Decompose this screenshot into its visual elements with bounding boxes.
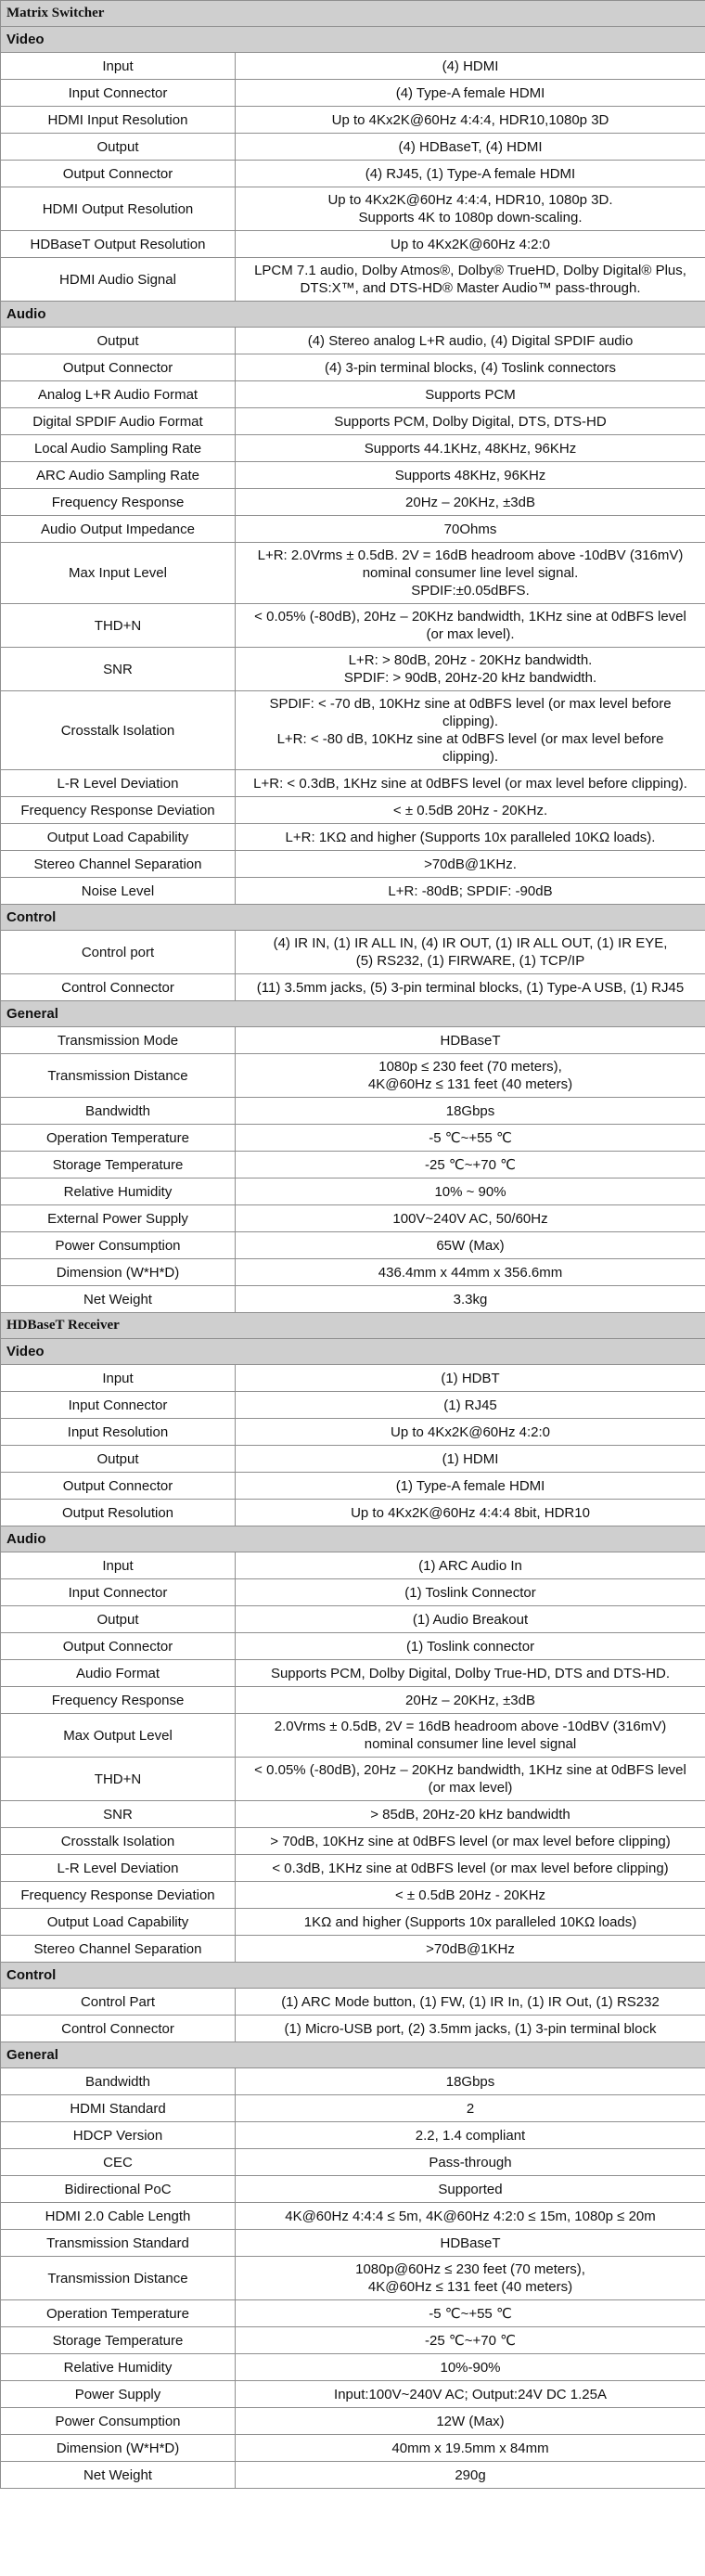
table-row [1,161,705,187]
table-row [1,2068,705,2095]
section-header-row [1,905,705,931]
table-row [1,1259,705,1286]
spec-label: HDMI Audio Signal [1,258,236,302]
table-row [1,1054,705,1098]
spec-label: Transmission Distance [1,1054,236,1098]
spec-value: Supported [236,2176,705,2203]
spec-value: 10% ~ 90% [236,1179,705,1205]
spec-value: >70dB@1KHz [236,1936,705,1963]
spec-label: HDBaseT Output Resolution [1,231,236,258]
spec-label: SNR [1,1801,236,1828]
product-title-row [1,1,705,27]
table-row [1,2149,705,2176]
section-heading: General [1,2042,705,2068]
table-row [1,1125,705,1152]
spec-label: Net Weight [1,1286,236,1313]
spec-value: 4K@60Hz 4:4:4 ≤ 5m, 4K@60Hz 4:2:0 ≤ 15m, 1080p ≤ 20m [236,2203,705,2230]
spec-value: (1) Toslink Connector [236,1579,705,1606]
spec-label: Relative Humidity [1,2354,236,2381]
spec-label: Net Weight [1,2462,236,2489]
table-row [1,1286,705,1313]
spec-value: (1) Audio Breakout [236,1606,705,1633]
table-row [1,516,705,543]
table-row [1,2327,705,2354]
table-row [1,408,705,435]
spec-value: 40mm x 19.5mm x 84mm [236,2435,705,2462]
spec-label: Relative Humidity [1,1179,236,1205]
table-row [1,2354,705,2381]
spec-value: (4) HDMI [236,53,705,80]
table-row [1,1205,705,1232]
spec-label: Frequency Response [1,489,236,516]
spec-label: Output Connector [1,1473,236,1500]
table-row [1,1552,705,1579]
table-row [1,543,705,604]
table-row [1,2435,705,2462]
table-row [1,1179,705,1205]
spec-value: LPCM 7.1 audio, Dolby Atmos®, Dolby® TrueHD, Dolby Digital® Plus, DTS:X™, and DTS-HD® Master Audio™ pass-through. [236,258,705,302]
spec-label: Crosstalk Isolation [1,1828,236,1855]
product-title: HDBaseT Receiver [1,1313,705,1339]
section-heading: Video [1,27,705,53]
spec-value: 70Ohms [236,516,705,543]
table-row [1,134,705,161]
spec-label: Transmission Standard [1,2230,236,2257]
product-title: Matrix Switcher [1,1,705,27]
table-row [1,851,705,878]
spec-label: Power Supply [1,2381,236,2408]
spec-label: Power Consumption [1,1232,236,1259]
table-row [1,1855,705,1882]
table-row [1,2381,705,2408]
spec-value: 1080p@60Hz ≤ 230 feet (70 meters), 4K@60Hz ≤ 131 feet (40 meters) [236,2257,705,2300]
spec-value: 10%-90% [236,2354,705,2381]
spec-value: 100V~240V AC, 50/60Hz [236,1205,705,1232]
section-header-row [1,1526,705,1552]
spec-label: Power Consumption [1,2408,236,2435]
spec-value: < ± 0.5dB 20Hz - 20KHz [236,1882,705,1909]
spec-value: HDBaseT [236,1027,705,1054]
spec-label: Control Part [1,1989,236,2016]
table-row [1,770,705,797]
table-row [1,604,705,648]
spec-value: 18Gbps [236,1098,705,1125]
section-heading: Control [1,1963,705,1989]
spec-value: SPDIF: < -70 dB, 10KHz sine at 0dBFS level (or max level before clipping). L+R: < -80 dB, 10KHz sine at 0dBFS level (or max level before clipping). [236,691,705,770]
spec-label: Analog L+R Audio Format [1,381,236,408]
table-row [1,1714,705,1758]
spec-value: (1) ARC Audio In [236,1552,705,1579]
section-header-row [1,27,705,53]
spec-label: ARC Audio Sampling Rate [1,462,236,489]
spec-value: (4) HDBaseT, (4) HDMI [236,134,705,161]
spec-value: Up to 4Kx2K@60Hz 4:4:4 8bit, HDR10 [236,1500,705,1526]
spec-value: > 85dB, 20Hz-20 kHz bandwidth [236,1801,705,1828]
section-heading: Video [1,1339,705,1365]
spec-label: Bidirectional PoC [1,2176,236,2203]
section-heading: Audio [1,1526,705,1552]
table-row [1,1936,705,1963]
spec-value: Supports 44.1KHz, 48KHz, 96KHz [236,435,705,462]
table-row [1,1365,705,1392]
table-row [1,2016,705,2042]
spec-label: Max Input Level [1,543,236,604]
spec-value: 1080p ≤ 230 feet (70 meters), 4K@60Hz ≤ 131 feet (40 meters) [236,1054,705,1098]
spec-value: 436.4mm x 44mm x 356.6mm [236,1259,705,1286]
spec-value: > 70dB, 10KHz sine at 0dBFS level (or max level before clipping) [236,1828,705,1855]
spec-label: Frequency Response [1,1687,236,1714]
spec-value: < ± 0.5dB 20Hz - 20KHz. [236,797,705,824]
spec-value: Up to 4Kx2K@60Hz 4:4:4, HDR10, 1080p 3D. Supports 4K to 1080p down-scaling. [236,187,705,231]
spec-value: L+R: > 80dB, 20Hz - 20KHz bandwidth. SPDIF: > 90dB, 20Hz-20 kHz bandwidth. [236,648,705,691]
table-row [1,1989,705,2016]
table-row [1,1660,705,1687]
spec-label: Output Connector [1,1633,236,1660]
spec-label: Output Load Capability [1,824,236,851]
table-row [1,2095,705,2122]
spec-value: 12W (Max) [236,2408,705,2435]
table-row [1,2176,705,2203]
table-row [1,2257,705,2300]
spec-label: Audio Output Impedance [1,516,236,543]
spec-label: HDMI Standard [1,2095,236,2122]
table-row [1,107,705,134]
table-row [1,231,705,258]
table-row [1,878,705,905]
spec-value: 65W (Max) [236,1232,705,1259]
table-row [1,1909,705,1936]
spec-label: Input Connector [1,80,236,107]
spec-label: Transmission Mode [1,1027,236,1054]
spec-label: Operation Temperature [1,2300,236,2327]
spec-label: Output Load Capability [1,1909,236,1936]
spec-value: Supports PCM, Dolby Digital, DTS, DTS-HD [236,408,705,435]
spec-label: Stereo Channel Separation [1,1936,236,1963]
spec-value: -25 ℃~+70 ℃ [236,1152,705,1179]
spec-label: HDMI Input Resolution [1,107,236,134]
spec-value: (1) RJ45 [236,1392,705,1419]
spec-value: (4) IR IN, (1) IR ALL IN, (4) IR OUT, (1) IR ALL OUT, (1) IR EYE, (5) RS232, (1) FIRWARE, (1) TCP/IP [236,931,705,974]
spec-label: Dimension (W*H*D) [1,2435,236,2462]
spec-label: Input [1,1365,236,1392]
spec-label: SNR [1,648,236,691]
spec-value: 2 [236,2095,705,2122]
table-row [1,53,705,80]
spec-value: 2.2, 1.4 compliant [236,2122,705,2149]
spec-label: Storage Temperature [1,1152,236,1179]
spec-label: Max Output Level [1,1714,236,1758]
table-row [1,80,705,107]
spec-value: Up to 4Kx2K@60Hz 4:2:0 [236,1419,705,1446]
spec-label: HDMI 2.0 Cable Length [1,2203,236,2230]
table-row [1,1579,705,1606]
spec-value: (4) Type-A female HDMI [236,80,705,107]
spec-label: HDCP Version [1,2122,236,2149]
spec-value: Supports 48KHz, 96KHz [236,462,705,489]
spec-value: (1) Toslink connector [236,1633,705,1660]
spec-value: (1) Type-A female HDMI [236,1473,705,1500]
spec-value: (4) Stereo analog L+R audio, (4) Digital SPDIF audio [236,328,705,354]
spec-label: Operation Temperature [1,1125,236,1152]
table-row [1,1758,705,1801]
spec-label: Local Audio Sampling Rate [1,435,236,462]
table-row [1,354,705,381]
table-row [1,1473,705,1500]
spec-value: (1) HDMI [236,1446,705,1473]
spec-value: (11) 3.5mm jacks, (5) 3-pin terminal blocks, (1) Type-A USB, (1) RJ45 [236,974,705,1001]
spec-label: Transmission Distance [1,2257,236,2300]
table-row [1,1027,705,1054]
table-row [1,187,705,231]
spec-value: < 0.05% (-80dB), 20Hz – 20KHz bandwidth, 1KHz sine at 0dBFS level (or max level) [236,1758,705,1801]
table-row [1,462,705,489]
table-row [1,2203,705,2230]
spec-value: Input:100V~240V AC; Output:24V DC 1.25A [236,2381,705,2408]
spec-table-body [1,1,705,2489]
spec-label: Crosstalk Isolation [1,691,236,770]
spec-label: Dimension (W*H*D) [1,1259,236,1286]
spec-label: Storage Temperature [1,2327,236,2354]
table-row [1,1633,705,1660]
spec-value: 2.0Vrms ± 0.5dB, 2V = 16dB headroom above -10dBV (316mV) nominal consumer line level signal [236,1714,705,1758]
table-row [1,931,705,974]
spec-label: Bandwidth [1,1098,236,1125]
spec-value: (1) HDBT [236,1365,705,1392]
table-row [1,435,705,462]
spec-label: Audio Format [1,1660,236,1687]
spec-value: L+R: -80dB; SPDIF: -90dB [236,878,705,905]
table-row [1,974,705,1001]
spec-value: 1KΩ and higher (Supports 10x paralleled 10KΩ loads) [236,1909,705,1936]
table-row [1,489,705,516]
table-row [1,1446,705,1473]
spec-label: THD+N [1,1758,236,1801]
table-row [1,2300,705,2327]
spec-label: Input Connector [1,1579,236,1606]
spec-label: Digital SPDIF Audio Format [1,408,236,435]
section-heading: Control [1,905,705,931]
table-row [1,1098,705,1125]
spec-value: (1) ARC Mode button, (1) FW, (1) IR In, (1) IR Out, (1) RS232 [236,1989,705,2016]
table-row [1,2408,705,2435]
spec-label: L-R Level Deviation [1,1855,236,1882]
spec-label: Output Resolution [1,1500,236,1526]
spec-label: Output [1,328,236,354]
spec-value: Up to 4Kx2K@60Hz 4:4:4, HDR10,1080p 3D [236,107,705,134]
spec-label: Output [1,134,236,161]
spec-label: Input [1,53,236,80]
spec-value: < 0.05% (-80dB), 20Hz – 20KHz bandwidth, 1KHz sine at 0dBFS level (or max level). [236,604,705,648]
spec-label: CEC [1,2149,236,2176]
spec-value: (4) 3-pin terminal blocks, (4) Toslink connectors [236,354,705,381]
table-row [1,2122,705,2149]
spec-label: Control port [1,931,236,974]
spec-value: 20Hz – 20KHz, ±3dB [236,1687,705,1714]
spec-label: Control Connector [1,974,236,1001]
spec-label: Control Connector [1,2016,236,2042]
spec-value: Pass-through [236,2149,705,2176]
spec-value: Supports PCM [236,381,705,408]
spec-value: (1) Micro-USB port, (2) 3.5mm jacks, (1) 3-pin terminal block [236,2016,705,2042]
table-row [1,1392,705,1419]
table-row [1,1882,705,1909]
spec-value: Up to 4Kx2K@60Hz 4:2:0 [236,231,705,258]
spec-label: External Power Supply [1,1205,236,1232]
spec-label: L-R Level Deviation [1,770,236,797]
spec-value: -5 ℃~+55 ℃ [236,2300,705,2327]
spec-label: Output Connector [1,161,236,187]
spec-value: 18Gbps [236,2068,705,2095]
section-heading: Audio [1,302,705,328]
section-header-row [1,1339,705,1365]
table-row [1,1828,705,1855]
table-row [1,691,705,770]
table-row [1,1687,705,1714]
spec-value: 20Hz – 20KHz, ±3dB [236,489,705,516]
table-row [1,824,705,851]
spec-label: Input [1,1552,236,1579]
spec-label: Frequency Response Deviation [1,797,236,824]
spec-value: Supports PCM, Dolby Digital, Dolby True-HD, DTS and DTS-HD. [236,1660,705,1687]
spec-value: 3.3kg [236,1286,705,1313]
table-row [1,1232,705,1259]
spec-value: L+R: 2.0Vrms ± 0.5dB. 2V = 16dB headroom above -10dBV (316mV) nominal consumer line level signal. SPDIF:±0.05dBFS. [236,543,705,604]
table-row [1,2230,705,2257]
spec-label: Input Resolution [1,1419,236,1446]
table-row [1,1152,705,1179]
spec-label: Frequency Response Deviation [1,1882,236,1909]
table-row [1,258,705,302]
spec-label: THD+N [1,604,236,648]
spec-value: < 0.3dB, 1KHz sine at 0dBFS level (or max level before clipping) [236,1855,705,1882]
section-header-row [1,302,705,328]
section-header-row [1,1963,705,1989]
spec-label: Bandwidth [1,2068,236,2095]
spec-value: >70dB@1KHz. [236,851,705,878]
spec-label: Noise Level [1,878,236,905]
spec-value: L+R: 1KΩ and higher (Supports 10x paralleled 10KΩ loads). [236,824,705,851]
spec-value: (4) RJ45, (1) Type-A female HDMI [236,161,705,187]
spec-value: L+R: < 0.3dB, 1KHz sine at 0dBFS level (or max level before clipping). [236,770,705,797]
spec-label: Output [1,1446,236,1473]
spec-label: Output [1,1606,236,1633]
spec-value: 290g [236,2462,705,2489]
spec-value: -25 ℃~+70 ℃ [236,2327,705,2354]
table-row [1,1419,705,1446]
table-row [1,1606,705,1633]
table-row [1,1500,705,1526]
section-header-row [1,2042,705,2068]
spec-label: HDMI Output Resolution [1,187,236,231]
table-row [1,2462,705,2489]
table-row [1,648,705,691]
spec-label: Output Connector [1,354,236,381]
product-title-row [1,1313,705,1339]
spec-label: Stereo Channel Separation [1,851,236,878]
table-row [1,381,705,408]
table-row [1,1801,705,1828]
table-row [1,328,705,354]
spec-value: -5 ℃~+55 ℃ [236,1125,705,1152]
table-row [1,797,705,824]
section-header-row [1,1001,705,1027]
section-heading: General [1,1001,705,1027]
spec-label: Input Connector [1,1392,236,1419]
spec-value: HDBaseT [236,2230,705,2257]
